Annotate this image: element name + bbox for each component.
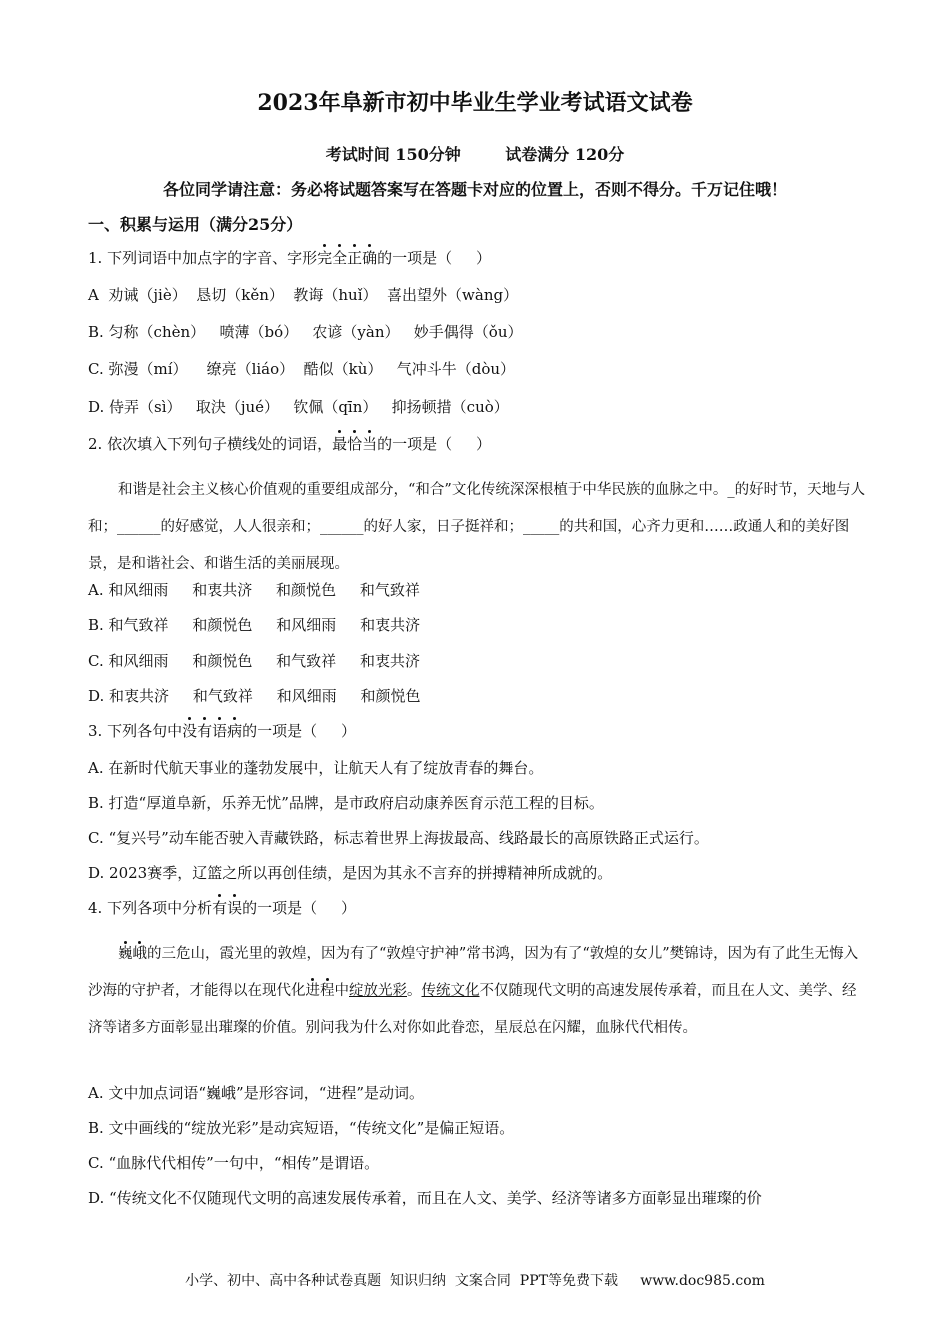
stem-text: 4. 下列各项中分析: [88, 899, 213, 917]
emphasis-char: 有: [212, 899, 228, 917]
question-4-option-a: A. 文中加点词语“巍峨”是形容词，“进程”是动词。: [88, 1084, 425, 1102]
question-1-stem: [88, 248, 491, 268]
question-1-option-d: D. 侍弄（sì） 取決（jué） 钦佩（qīn） 抑扬顿措（cuò）: [88, 398, 509, 416]
stem-text: 2. 依次填入下列句子横线处的词语，: [88, 435, 333, 453]
emphasis-char: 巍: [118, 946, 133, 962]
question-4-option-b: B. 文中画线的“绽放光彩”是动宾短语，“传统文化”是偏正短语。: [88, 1119, 515, 1137]
emphasis-char: 完: [317, 249, 333, 267]
question-2-option-b: B. 和气致祥 和颜悦色 和风细雨 和衷共济: [88, 616, 421, 634]
stem-text: 3. 下列各句中: [88, 722, 183, 740]
exam-info: 考试时间 150分钟 试卷满分 120分: [325, 145, 625, 164]
emphasis-char: 程: [320, 983, 335, 999]
question-4-option-c: C. “血脉代代相传”一句中，“相传”是谓语。: [88, 1154, 380, 1172]
notice: 各位同学请注意：务必将试题答案写在答题卡对应的位置上，否则不得分。千万记住哦！: [162, 180, 787, 199]
question-2-option-c: C. 和风细雨 和颜悦色 和气致祥 和衷共济: [88, 652, 421, 670]
emphasis-dotted-text: [332, 435, 377, 453]
underlined-phrase: 绽放光彩: [349, 983, 407, 999]
question-4-option-d: D. “传统文化不仅随现代文明的高速发展传承着，而且在人文、美学、经济等诸多方面彰显出璀璨的价: [88, 1189, 762, 1207]
page-title: 2023年阜新市初中毕业生学业考试语文试卷: [257, 90, 693, 116]
passage-text: 不仅随现代文明的高速发展传承着，而且在人文、美学、经济等诸多方面彰显出璀璨的价值。别问我为什么对你如此眷恋，星辰总在闪耀，血脉代代相传。: [88, 983, 857, 1036]
emphasis-char: 恰: [347, 435, 363, 453]
emphasis-dotted-text: [182, 722, 242, 740]
stem-text: 的一项是（ ）: [377, 249, 491, 267]
question-1-option-a: A 劝诫（jiè） 恳切（kěn） 教诲（huǐ） 喜出望外（wàng）: [88, 286, 519, 304]
emphasis-char: 峨: [132, 946, 147, 962]
question-3-option-d: D. 2023赛季，辽篮之所以再创佳绩，是因为其永不言弃的拼搏精神所成就的。: [88, 864, 613, 882]
emphasis-char: 有: [197, 722, 213, 740]
question-3-option-c: C. “复兴号”动车能否驶入青藏铁路，标志着世界上海拔最高、线路最长的高原铁路正式运行。: [88, 829, 709, 847]
section-heading: 一、积累与运用（满分25分）: [88, 215, 303, 234]
question-4-passage: [88, 936, 866, 1047]
stem-text: 的一项是（ ）: [242, 722, 356, 740]
emphasis-dotted-text: [317, 249, 377, 267]
emphasis-char: 语: [212, 722, 228, 740]
passage-text: 的三危山，霞光里的敦煌，因为有了“敦煌守护神”常书鸿，因为有了“敦煌的女儿”樊锦诗，因为有了此生无悔入沙海的守护者，才能得以在现代化: [88, 946, 859, 999]
question-4-stem: [88, 898, 356, 918]
footer-ad: 小学、初中、高中各种试卷真题 知识归纳 文案合同 PPT等免费下载 www.doc985.com: [185, 1273, 765, 1289]
emphasis-char: 当: [362, 435, 378, 453]
emphasis-char: 进: [305, 983, 320, 999]
question-2-option-a: A. 和风细雨 和衷共济 和颜悦色 和气致祥: [88, 581, 420, 599]
stem-text: 的一项是（ ）: [377, 435, 491, 453]
question-2-stem: [88, 434, 491, 454]
emphasis-char: 全: [332, 249, 348, 267]
emphasis-char: 误: [227, 899, 243, 917]
emphasis-char: 正: [347, 249, 363, 267]
stem-text: 1. 下列词语中加点字的字音、字形: [88, 249, 318, 267]
emphasis-dotted-text: [118, 946, 147, 962]
underlined-phrase: 传统文化: [421, 983, 480, 999]
question-2-passage: 和谐是社会主义核心价值观的重要组成部分，“和合”文化传统深深根植于中华民族的血脉之中。_的好时节，天地与人和；______的好感觉，人人很亲和；______的好人家，日子挺祥和；_____的共和国，心齐力更和……政通人和的美好图景，是和谐社会、和谐生活的美丽展现。: [88, 482, 866, 572]
question-1-option-b: B. 匀称（chèn） 喷薄（bó） 农谚（yàn） 妙手偶得（ǒu）: [88, 323, 523, 341]
emphasis-char: 没: [182, 722, 198, 740]
emphasis-char: 确: [362, 249, 378, 267]
question-3-option-b: B. 打造“厚道阜新，乐养无忧”品牌，是市政府启动康养医育示范工程的目标。: [88, 794, 604, 812]
question-3-stem: [88, 721, 356, 741]
stem-text: 的一项是（ ）: [242, 899, 356, 917]
emphasis-dotted-text: [212, 899, 242, 917]
emphasis-dotted-text: [306, 983, 335, 999]
emphasis-char: 病: [227, 722, 243, 740]
question-1-option-c: C. 弥漫（mí） 缭亮（liáo） 酷似（kù） 气冲斗牛（dòu）: [88, 360, 516, 378]
emphasis-char: 最: [332, 435, 348, 453]
question-3-option-a: A. 在新时代航天事业的蓬勃发展中，让航天人有了绽放青春的舞台。: [88, 759, 544, 777]
question-2-option-d: D. 和衷共济 和气致祥 和风细雨 和颜悦色: [88, 687, 421, 705]
passage-text: 中: [334, 983, 349, 999]
passage-text: 。: [407, 983, 422, 999]
